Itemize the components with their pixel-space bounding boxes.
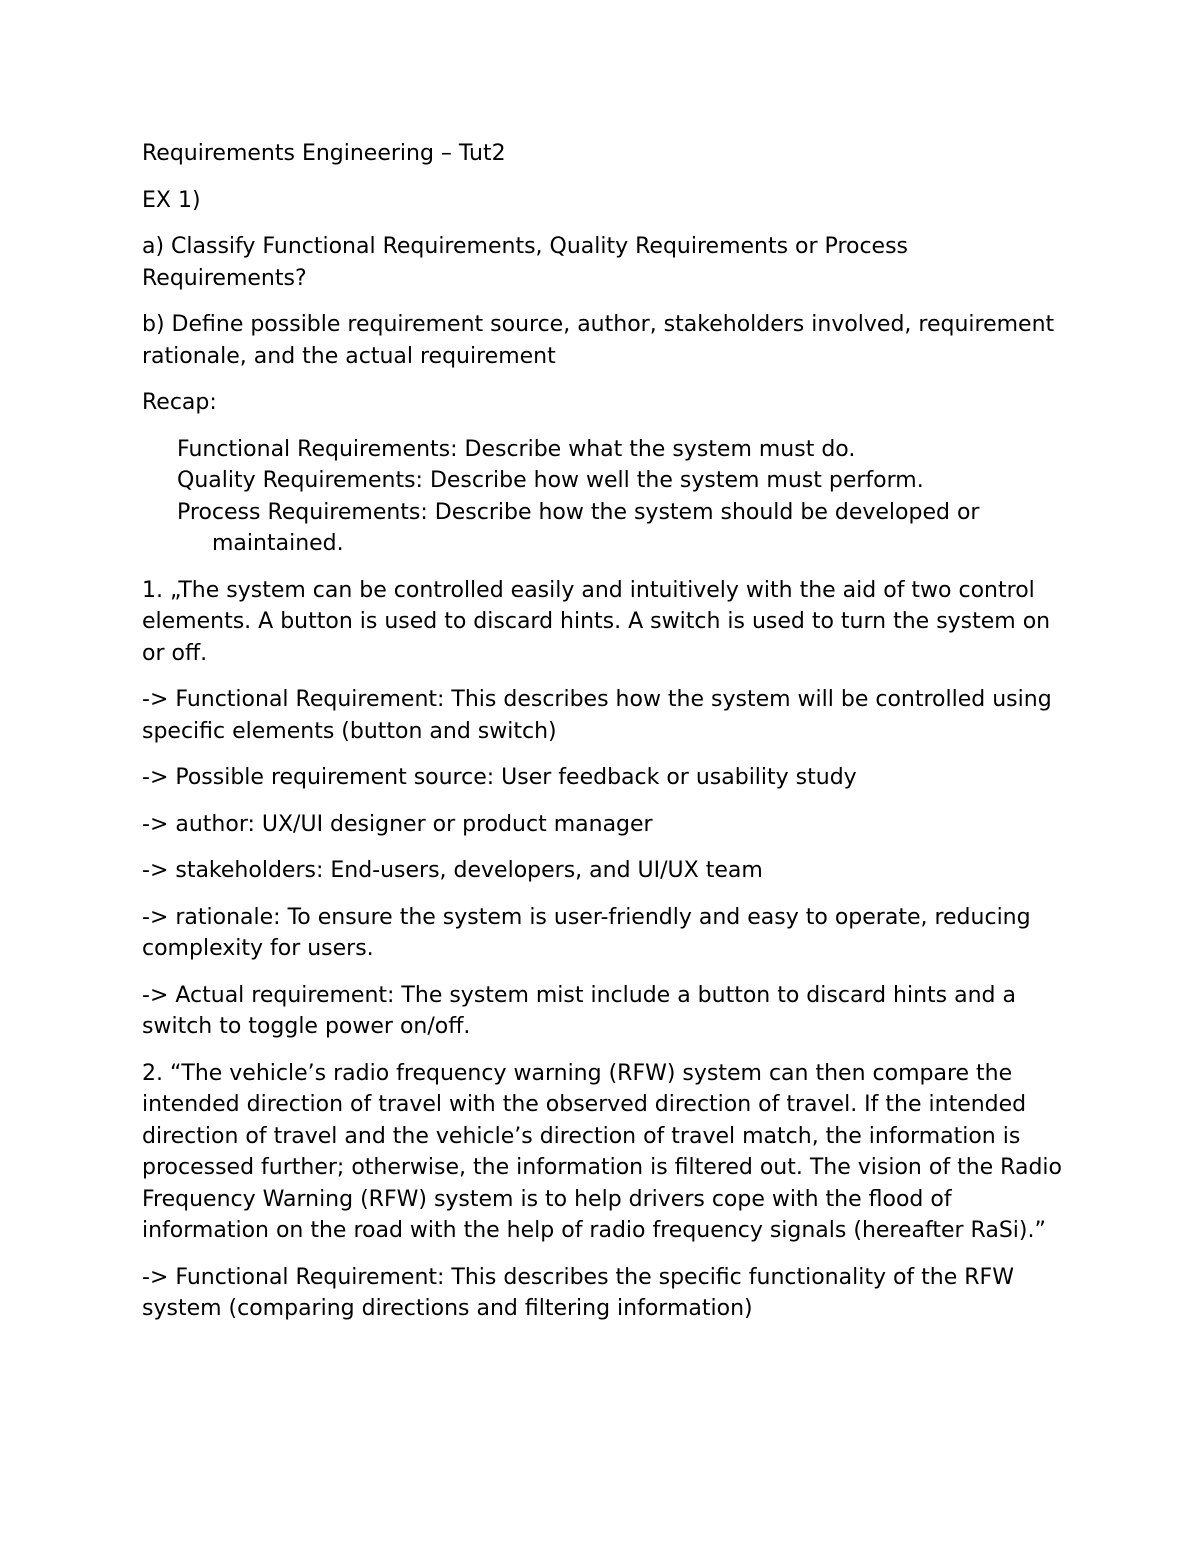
recap-item-process: Process Requirements: Describe how the system should be developed or maintained. xyxy=(177,499,980,556)
task-a: a) Classify Functional Requirements, Quality Requirements or Process Requirements? xyxy=(142,234,909,291)
recap-heading: Recap: xyxy=(142,390,217,415)
item1-stakeholders: -> stakeholders: End-users, developers, and UI/UX team xyxy=(142,858,763,883)
document-title: Requirements Engineering – Tut2 xyxy=(142,141,506,166)
item1-rationale: -> rationale: To ensure the system is user-friendly and easy to operate, reducing complexity for users. xyxy=(142,904,1031,961)
item1-classification: -> Functional Requirement: This describes how the system will be controlled using specific elements (button and switch) xyxy=(142,687,1052,744)
item1-source: -> Possible requirement source: User feedback or usability study xyxy=(142,765,857,790)
item1-actual: -> Actual requirement: The system mist include a button to discard hints and a switch to toggle power on/off. xyxy=(142,982,1016,1039)
recap-list xyxy=(177,434,1077,560)
item1-quote: 1. „The system can be controlled easily and intuitively with the aid of two control elements. A button is used to discard hints. A switch is used to turn the system on or off. xyxy=(142,577,1051,666)
item2-classification: -> Functional Requirement: This describes the specific functionality of the RFW system (comparing directions and filtering information) xyxy=(142,1264,1014,1321)
exercise-label: EX 1) xyxy=(142,187,201,213)
recap-item-functional: Functional Requirements: Describe what the system must do. xyxy=(177,436,856,462)
item2-quote: 2. “The vehicle’s radio frequency warning (RFW) system can then compare the intended direction of travel with the observed direction of travel. If the intended direction of travel and the vehicle’s direction of travel match, the information is processed further; otherwise, the information is filtered out. The vision of the Radio Frequency Warning (RFW) system is to help drivers cope with the flood of information on the road with the help of radio frequency signals (hereafter RaSi).” xyxy=(142,1060,1062,1243)
task-b: b) Define possible requirement source, author, stakeholders involved, requirement rationale, and the actual requirement xyxy=(142,312,1055,369)
item1-author: -> author: UX/UI designer or product manager xyxy=(142,811,653,837)
document-page xyxy=(142,138,1077,1340)
recap-item-quality: Quality Requirements: Describe how well the system must perform. xyxy=(177,468,924,493)
